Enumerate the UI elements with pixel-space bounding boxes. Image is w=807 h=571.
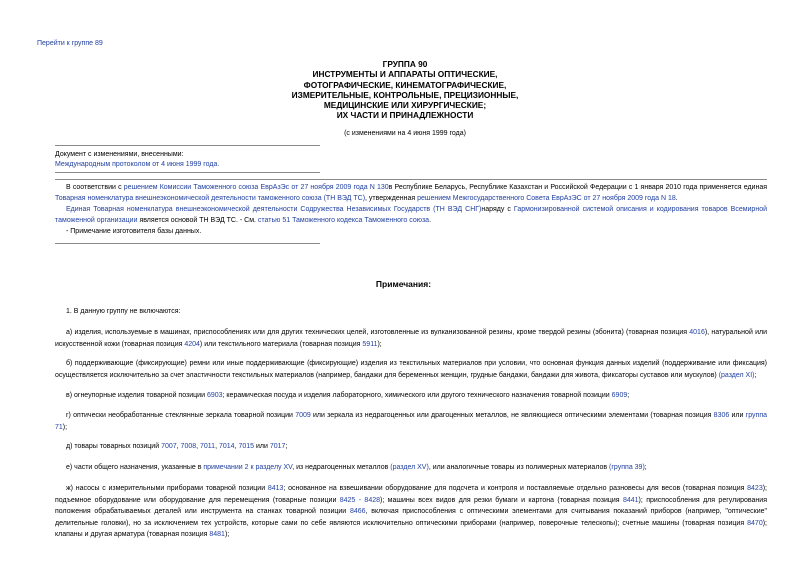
cross-reference-link[interactable]: статью 51 Таможенного кодекса Таможенного союза bbox=[257, 216, 430, 224]
text-segment: , из недрагоценных металлов bbox=[292, 464, 391, 471]
title-line: ИХ ЧАСТИ И ПРИНАДЛЕЖНОСТИ bbox=[336, 110, 474, 121]
database-note: - Примечание изготовителя базы данных. bbox=[66, 228, 202, 235]
cross-reference-link[interactable]: 8466 bbox=[349, 508, 366, 515]
cross-reference-link[interactable]: 5911 bbox=[362, 340, 378, 348]
text-segment: или bbox=[254, 443, 270, 450]
revision-subtitle: (с изменениями на 4 июня 1999 года) bbox=[344, 130, 466, 137]
cross-reference-link[interactable]: 7014 bbox=[218, 443, 235, 450]
cross-reference-link[interactable]: 7011 bbox=[200, 443, 216, 450]
title-line: ИЗМЕРИТЕЛЬНЫЕ, КОНТРОЛЬНЫЕ, ПРЕЦИЗИОННЫЕ, bbox=[291, 89, 519, 100]
cross-reference-link[interactable]: 8481 bbox=[209, 531, 225, 538]
note-item-g bbox=[55, 410, 767, 433]
text-segment: ); bbox=[62, 423, 68, 431]
cross-reference-link[interactable]: Гармонизированной системой описания и кодирования товаров Всемирной таможенной организации bbox=[55, 206, 767, 224]
divider bbox=[55, 145, 320, 146]
text-segment: , или аналогичные товары из полимерных материалов bbox=[428, 464, 610, 471]
intro-paragraph-1 bbox=[55, 183, 767, 204]
cross-reference-link[interactable]: 6909 bbox=[611, 392, 628, 399]
cross-reference-link[interactable]: группа 71 bbox=[55, 412, 767, 431]
text-segment: ) или текстильного материала (товарная позиция bbox=[199, 340, 363, 348]
cross-reference-link[interactable]: 7009 bbox=[295, 412, 311, 419]
title-line: ГРУППА 90 bbox=[382, 59, 428, 69]
doc-changes bbox=[55, 150, 219, 170]
cross-reference-link[interactable]: 4016 bbox=[689, 329, 705, 336]
nav-link-text[interactable]: Перейти к группе 89 bbox=[37, 40, 103, 47]
text-segment: ; основанное на взвешивании оборудование для подсчета и контроля и поставляемые отдельно разновесы для весов (товарная позиция bbox=[283, 485, 748, 492]
text-segment: д) товары товарных позиций bbox=[66, 443, 162, 450]
cross-reference-link[interactable]: 8425 - 8428 bbox=[339, 496, 381, 504]
intro-paragraph-2 bbox=[55, 205, 767, 226]
text-segment: ); клапаны и другая арматура (товарная позиция bbox=[55, 519, 767, 538]
divider bbox=[55, 243, 320, 244]
note-item-a bbox=[55, 327, 767, 350]
text-segment: б) поддерживающие (фиксирующие) ремни или иные поддерживающие (фиксирующие) изделия из текстильных материалов при условии, что основная функция данных изделий (поддерживание или фиксация) осуществляется исключительно за счет эластичности текстильных материалов (например, бандажи для беременных женщин, грудные бандажи, бандажи для живота, фиксаторы суставов или мускулов) bbox=[55, 360, 767, 379]
cross-reference-link[interactable]: (раздел XI) bbox=[718, 371, 755, 379]
cross-reference-link[interactable]: 8306 bbox=[713, 412, 730, 419]
text-segment: ; bbox=[627, 392, 630, 399]
doc-changes-link[interactable]: Международным протоколом от 4 июня 1999 года. bbox=[55, 161, 220, 168]
cross-reference-link[interactable]: Единая Товарная номенклатура внешнеэкономической деятельности Содружества Независимых Государств (ТН ВЭД СНГ) bbox=[66, 206, 482, 213]
note-item-zh bbox=[55, 483, 767, 541]
text-segment: . bbox=[429, 216, 432, 224]
text-segment: наряду с bbox=[481, 206, 514, 213]
cross-reference-link[interactable]: решением Межгосударственного Совета ЕврАзЭС от 27 ноября 2009 года N 18 bbox=[417, 194, 676, 202]
text-segment: , bbox=[196, 443, 201, 450]
cross-reference-link[interactable]: 8441 bbox=[622, 496, 639, 504]
cross-reference-link[interactable]: 7015 bbox=[238, 443, 255, 450]
text-segment: , включая приспособления с оптическими элементами для считывания показаний приборов (например, "оптические" делительные головки), но за исключением тех устройств, которые сами по себе являются исключительно оптическими приборами (например, поверочные телескопы); счетные машины (товарная позиция bbox=[55, 508, 768, 527]
text-segment: ; bbox=[644, 464, 647, 471]
text-segment: в Республике Беларусь, Республике Казахстан и Российской Федерации с 1 января 2010 года применяется единая bbox=[388, 184, 767, 191]
text-segment: ); bbox=[377, 340, 382, 348]
text-segment: ); машины всех видов для резки бумаги и картона (товарная позиция bbox=[380, 496, 623, 504]
cross-reference-link[interactable]: 8413 bbox=[267, 485, 284, 492]
document-title bbox=[240, 59, 570, 121]
cross-reference-link[interactable]: 7007 bbox=[161, 443, 177, 450]
cross-reference-link[interactable]: 8470 bbox=[747, 519, 763, 527]
text-segment: В соответствии с bbox=[66, 184, 124, 191]
note-item-v bbox=[55, 390, 767, 402]
text-segment: в) огнеупорные изделия товарной позиции bbox=[66, 392, 207, 399]
cross-reference-link[interactable]: 4204 bbox=[184, 340, 200, 348]
text-segment: ; bbox=[285, 443, 288, 450]
cross-reference-link[interactable]: 7017 bbox=[269, 443, 286, 450]
text-segment: , утвержденная bbox=[365, 194, 418, 202]
text-segment: , bbox=[234, 443, 239, 450]
cross-reference-link[interactable]: (раздел XV) bbox=[390, 464, 429, 471]
note-item-e bbox=[55, 462, 767, 474]
doc-changes-label: Документ с изменениями, внесенными: bbox=[55, 151, 184, 158]
text-segment: . bbox=[675, 194, 678, 202]
text-segment: является основой ТН ВЭД ТС. - См. bbox=[137, 216, 258, 224]
note-intro: 1. В данную группу не включаются: bbox=[66, 308, 181, 315]
text-segment: ; керамическая посуда и изделия лабораторного, химического или другого технического назначения товарной позиции bbox=[222, 392, 612, 399]
cross-reference-link[interactable]: 7008 bbox=[180, 443, 197, 450]
title-line: ИНСТРУМЕНТЫ И АППАРАТЫ ОПТИЧЕСКИЕ, bbox=[312, 69, 498, 80]
text-segment: ), натуральной или искусственной кожи (товарная позиция bbox=[55, 329, 767, 348]
cross-reference-link[interactable]: Товарная номенклатура внешнеэкономической деятельности таможенного союза (ТН ВЭД ТС) bbox=[55, 194, 366, 202]
text-segment: , bbox=[176, 443, 181, 450]
cross-reference-link[interactable]: примечании 2 к разделу XV bbox=[203, 464, 293, 471]
cross-reference-link[interactable]: 6903 bbox=[206, 392, 223, 399]
text-segment: ); подъемное оборудование или оборудование для перемещения (товарные позиции bbox=[55, 485, 767, 504]
cross-reference-link[interactable]: 8423 bbox=[747, 485, 763, 492]
text-segment: г) оптически необработанные стеклянные зеркала товарной позиции bbox=[66, 412, 296, 419]
note-item-b bbox=[55, 358, 767, 381]
text-segment: ); приспособления для регулирования положения обрабатываемых деталей или инструмента на станках товарной позиции bbox=[55, 496, 767, 515]
cross-reference-link[interactable]: (группа 39) bbox=[609, 464, 645, 471]
title-line: ФОТОГРАФИЧЕСКИЕ, КИНЕМАТОГРАФИЧЕСКИЕ, bbox=[303, 79, 507, 90]
notes-heading: Примечания: bbox=[375, 279, 432, 289]
divider bbox=[55, 172, 320, 173]
text-segment: ); bbox=[224, 531, 230, 538]
text-segment: е) части общего назначения, указанные в bbox=[66, 464, 204, 471]
text-segment: а) изделия, используемые в машинах, приспособлениях или для других технических целей, изготовленные из вулканизованной резины, кроме твердой резины (эбонита) (товарная позиция bbox=[66, 329, 690, 336]
note-item-d bbox=[55, 441, 767, 453]
cross-reference-link[interactable]: решением Комиссии Таможенного союза ЕврАзЭс от 27 ноября 2009 года N 130 bbox=[123, 184, 389, 191]
text-segment: или зеркала из недрагоценных или драгоценных металлов, не являющиеся оптическими элементами (товарная позиция bbox=[310, 412, 714, 419]
title-line: МЕДИЦИНСКИЕ ИЛИ ХИРУРГИЧЕСКИЕ; bbox=[323, 100, 487, 111]
nav-link-group-89[interactable] bbox=[37, 40, 103, 47]
text-segment: , bbox=[215, 443, 219, 450]
divider bbox=[55, 179, 767, 180]
text-segment: или bbox=[729, 412, 746, 419]
text-segment: ; bbox=[754, 371, 757, 379]
text-segment: ж) насосы с измерительными приборами товарной позиции bbox=[66, 485, 268, 492]
